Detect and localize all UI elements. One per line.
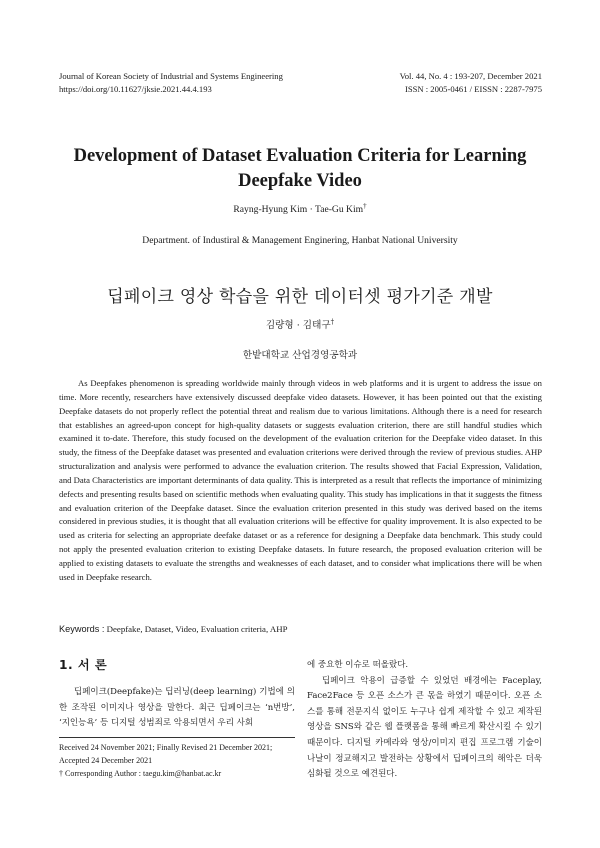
paper-title-en [0,144,600,194]
journal-name: Journal of Korean Society of Industrial and Systems Engineering [59,71,283,81]
author-names-ko: 김량형 · 김태구 [265,320,331,331]
authors-en [0,201,600,215]
dagger-mark: † [59,769,63,778]
issn-info: ISSN : 2005-0461 / EISSN : 2287-7975 [404,84,542,94]
abstract: As Deepfakes phenomenon is spreading worldwide mainly through videos in web platforms and it is urgent to address the issue on time. More recently, researchers have extensively discussed deepfake video datasets. However, it has been pointed out that the existing Deepfake datasets do not properly reflect the potential threat and realism due to various limitations. Although there is a need for research that establishes an agreed-upon concept for high-quality datasets or suggests evaluation criterion, there are still handful studies which examined it to-date. Therefore, this study focused on the development of the evaluation criterion for the Deepfake video dataset. In this study, the fitness of the Deepfake dataset was presented and evaluation criterions were derived through the review of previous studies. AHP structuralization and analysis were performed to advance the evaluation criterion. The results showed that Facial Expression, Validation, and Data Characteristics are important determinants of data quality. This is interpreted as a result that reflects the importance of minimizing defects and presenting results based on scientific methods when evaluating quality. This study has implications in that it suggests the fitness and evaluation criterion of the Deepfake dataset. Since the evaluation criterion presented in this study was derived based on the items considered in previous studies, it is thought that all evaluation criterions will be effective for quality improvement. It is also expected to be used as criteria for selecting an appropriate deefake dataset or as a reference for designing a Deepfake data benchmark. This study could not apply the presented evaluation criterion to existing Deepfake datasets. In future research, the proposed evaluation criterion will be applied to existing datasets to evaluate the strengths and weaknesses of each dataset, and to consider what implications there will be when used in Deepfake research. [59,378,542,582]
accepted-date: Accepted 24 December 2021 [59,756,153,765]
corresponding-mark: † [363,201,367,210]
volume-info: Vol. 44, No. 4 : 193-207, December 2021 [399,71,542,81]
received-dates: Received 24 November 2021; Finally Revised 21 December 2021; [59,743,273,752]
corresponding-mark-ko: † [330,317,335,326]
intro-paragraph-1: 딥페이크(Deepfake)는 딥러닝(deep learning) 기법에 의한 조작된 이미지나 영상을 말한다. 최근 딥페이크는 ‘n번방’, ‘지인능욕’ 등 디지털 성범죄로 악용되면서 우리 사회 [59,687,295,729]
keywords-label: Keywords : [59,624,105,634]
running-header-right [400,70,542,96]
paper-title-ko: 딥페이크 영상 학습을 위한 데이터셋 평가기준 개발 [107,287,493,307]
affiliation-en: Department. of Industiral & Management Enginering, Hanbat National University [142,235,458,246]
keywords-text: Deepfake, Dataset, Video, Evaluation criteria, AHP [106,624,288,634]
section-heading-introduction: 1. 서 론 [59,658,108,672]
affiliation-ko: 한밭대학교 산업경영공학과 [242,350,358,361]
author-names-en: Rayng-Hyung Kim · Tae-Gu Kim [233,204,364,215]
keywords [59,624,287,634]
corresponding-author-text: Corresponding Author : taegu.kim@hanbat.ac.kr [65,769,222,778]
intro-paragraph-1-continued: 에 중요한 이슈로 떠올랐다. [307,660,409,670]
intro-paragraph-2: 딥페이크 악용이 급증할 수 있었던 배경에는 Faceplay, Face2Face 등 오픈 소스가 큰 몫을 하였기 때문이다. 오픈 소스를 통해 전문지식 없이도 누구나 쉽게 제작할 수 있고 제작된 영상을 SNS와 같은 웹 플랫폼을 통해 빠르게 확산시킬 수 있기 때문이다. 디지털 카메라와 영상/이미지 편집 프로그램 기술이 나날이 정교해지고 발전하는 상황에서 딥페이크의 해악은 더욱 심화될 것으로 예견된다. [307,675,542,780]
title-line-2: Deepfake Video [238,171,362,191]
body-column-right [307,658,542,783]
doi-link[interactable]: https://doi.org/10.11627/jksie.2021.44.4.193 [59,84,212,94]
running-header-left [59,70,283,96]
footnote-divider [59,737,295,738]
footnote [59,741,299,780]
authors-ko [0,317,600,331]
corresponding-author [59,767,299,780]
body-column-left [59,685,295,732]
title-line-1: Development of Dataset Evaluation Criteria for Learning [73,146,527,166]
